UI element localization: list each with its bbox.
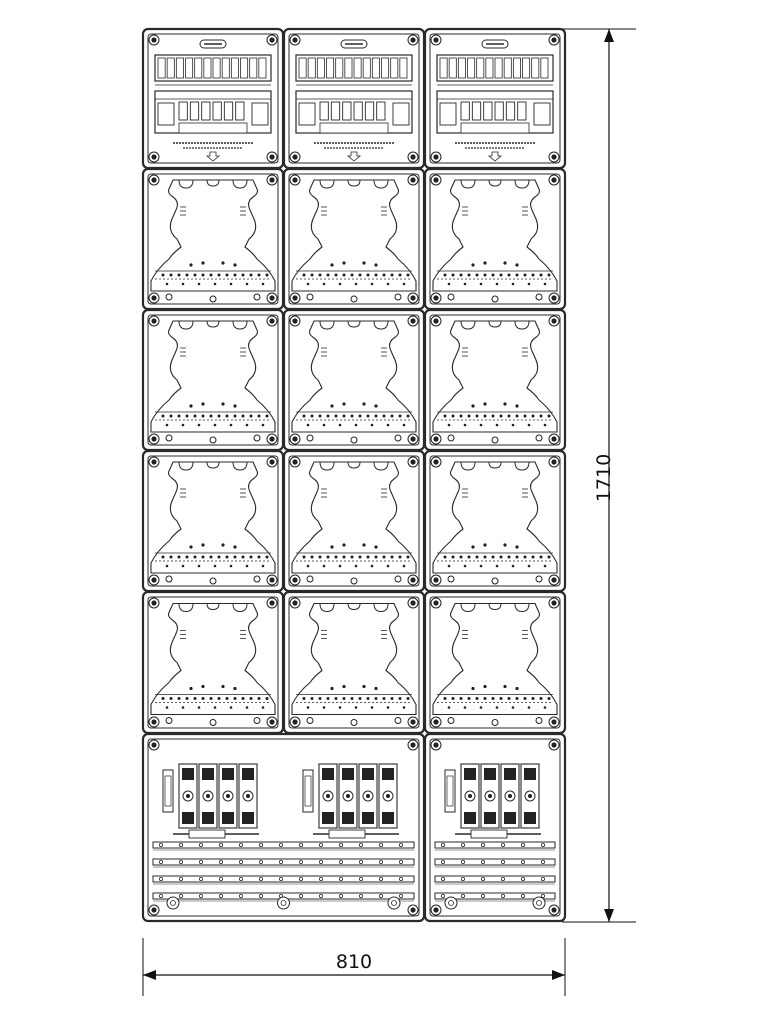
busbar: [153, 859, 414, 865]
screw-icon: [290, 575, 300, 585]
screw-icon: [149, 35, 159, 45]
screw-icon: [549, 316, 559, 326]
screw-icon: [267, 575, 277, 585]
breaker-pole: [523, 58, 530, 78]
breaker-pole: [495, 58, 502, 78]
screw-icon: [290, 598, 300, 608]
panel-outer-frame: [425, 592, 565, 733]
breaker-pole: [391, 58, 398, 78]
terminal-clamp: [322, 812, 334, 824]
busbar: [435, 876, 555, 882]
breaker-pole: [541, 58, 548, 78]
breaker-pole: [513, 58, 520, 78]
screw-icon: [431, 293, 441, 303]
breaker-pole: [176, 58, 183, 78]
screw-icon: [431, 905, 441, 915]
panel-outer-frame: [143, 169, 283, 309]
screw-icon: [431, 175, 441, 185]
panel-terminal-wide: [143, 734, 424, 921]
screw-icon: [408, 152, 418, 162]
breaker-pole: [241, 58, 248, 78]
busbar: [153, 876, 414, 882]
busbar: [435, 859, 555, 865]
panel-outer-frame: [143, 310, 283, 450]
screw-icon: [549, 598, 559, 608]
breaker-pole: [250, 58, 257, 78]
screw-icon: [549, 575, 559, 585]
screw-icon: [290, 457, 300, 467]
screw-icon: [549, 457, 559, 467]
screw-icon: [431, 598, 441, 608]
panel-meter: [143, 169, 283, 309]
arrow-up-icon: [604, 29, 614, 42]
breaker-pole: [449, 58, 456, 78]
panel-breaker: [143, 29, 283, 168]
screw-icon: [431, 740, 441, 750]
breaker-pole: [336, 58, 343, 78]
screw-icon: [431, 152, 441, 162]
panel-meter: [284, 451, 424, 591]
screw-icon: [408, 575, 418, 585]
screw-icon: [549, 434, 559, 444]
screw-icon: [290, 434, 300, 444]
cable-gland: [388, 897, 400, 909]
panel-meter: [143, 451, 283, 591]
panel-outer-frame: [284, 169, 424, 309]
cable-gland: [445, 897, 457, 909]
panel-outer-frame: [143, 592, 283, 733]
terminal-clamp: [342, 812, 354, 824]
breaker-pole: [504, 58, 511, 78]
arrow-down-icon: [604, 909, 614, 922]
panel-terminal: [425, 734, 565, 921]
breaker-pole: [259, 58, 266, 78]
screw-icon: [149, 457, 159, 467]
panel-outer-frame: [284, 592, 424, 733]
breaker-pole: [486, 58, 493, 78]
breaker-pole: [213, 58, 220, 78]
screw-icon: [431, 35, 441, 45]
panel-outer-frame: [284, 310, 424, 450]
terminal-clamp: [322, 768, 334, 780]
panel-outer-frame: [425, 451, 565, 591]
breaker-pole: [222, 58, 229, 78]
breaker-pole: [477, 58, 484, 78]
breaker-pole: [308, 58, 315, 78]
busbar: [153, 842, 414, 848]
terminal-clamp: [202, 768, 214, 780]
terminal-clamp: [484, 812, 496, 824]
cable-gland: [278, 897, 290, 909]
screw-icon: [149, 434, 159, 444]
breaker-pole: [458, 58, 465, 78]
screw-icon: [267, 152, 277, 162]
screw-icon: [290, 175, 300, 185]
screw-icon: [549, 175, 559, 185]
width-dimension-label: 810: [335, 951, 373, 973]
screw-icon: [149, 598, 159, 608]
terminal-clamp: [504, 768, 516, 780]
terminal-clamp: [182, 768, 194, 780]
screw-icon: [408, 905, 418, 915]
panel-meter: [143, 310, 283, 450]
height-dimension-label: 1710: [593, 453, 615, 503]
screw-icon: [267, 293, 277, 303]
screw-icon: [408, 717, 418, 727]
screw-icon: [267, 35, 277, 45]
breaker-pole: [372, 58, 379, 78]
terminal-clamp: [524, 768, 536, 780]
screw-icon: [431, 717, 441, 727]
breaker-pole: [158, 58, 165, 78]
screw-icon: [267, 598, 277, 608]
screw-icon: [149, 717, 159, 727]
screw-icon: [408, 457, 418, 467]
screw-icon: [549, 740, 559, 750]
breaker-pole: [167, 58, 174, 78]
arrow-left-icon: [143, 970, 156, 980]
screw-icon: [149, 575, 159, 585]
breaker-pole: [532, 58, 539, 78]
screw-icon: [549, 35, 559, 45]
panel-meter: [284, 592, 424, 733]
breaker-pole: [195, 58, 202, 78]
breaker-pole: [440, 58, 447, 78]
screw-icon: [408, 293, 418, 303]
panel-meter: [143, 592, 283, 733]
screw-icon: [267, 717, 277, 727]
panel-outer-frame: [425, 169, 565, 309]
terminal-clamp: [242, 812, 254, 824]
screw-icon: [290, 717, 300, 727]
cable-gland: [533, 897, 545, 909]
breaker-pole: [327, 58, 334, 78]
terminal-clamp: [382, 768, 394, 780]
screw-icon: [149, 740, 159, 750]
terminal-clamp: [464, 812, 476, 824]
screw-icon: [408, 740, 418, 750]
screw-icon: [549, 717, 559, 727]
breaker-pole: [363, 58, 370, 78]
screw-icon: [431, 316, 441, 326]
screw-icon: [267, 316, 277, 326]
terminal-clamp: [362, 812, 374, 824]
screw-icon: [549, 152, 559, 162]
screw-icon: [149, 293, 159, 303]
breaker-pole: [204, 58, 211, 78]
screw-icon: [549, 905, 559, 915]
panel-outer-frame: [425, 310, 565, 450]
terminal-clamp: [504, 812, 516, 824]
terminal-clamp: [222, 812, 234, 824]
panel-meter: [425, 451, 565, 591]
terminal-clamp: [524, 812, 536, 824]
panel-outer-frame: [143, 451, 283, 591]
screw-icon: [431, 457, 441, 467]
screw-icon: [408, 35, 418, 45]
screw-icon: [290, 316, 300, 326]
breaker-pole: [231, 58, 238, 78]
panel-meter: [425, 592, 565, 733]
screw-icon: [149, 905, 159, 915]
breaker-pole: [468, 58, 475, 78]
breaker-pole: [354, 58, 361, 78]
panel-breaker: [425, 29, 565, 168]
panel-meter: [425, 169, 565, 309]
screw-icon: [408, 175, 418, 185]
terminal-clamp: [182, 812, 194, 824]
screw-icon: [408, 316, 418, 326]
screw-icon: [431, 575, 441, 585]
screw-icon: [267, 434, 277, 444]
terminal-clamp: [464, 768, 476, 780]
screw-icon: [290, 293, 300, 303]
terminal-clamp: [382, 812, 394, 824]
panel-meter: [284, 310, 424, 450]
arrow-right-icon: [552, 970, 565, 980]
panel-breaker: [284, 29, 424, 168]
breaker-pole: [299, 58, 306, 78]
screw-icon: [267, 175, 277, 185]
terminal-clamp: [222, 768, 234, 780]
breaker-pole: [345, 58, 352, 78]
terminal-clamp: [342, 768, 354, 780]
screw-icon: [267, 457, 277, 467]
screw-icon: [431, 434, 441, 444]
screw-icon: [149, 152, 159, 162]
cable-gland: [167, 897, 179, 909]
panel-meter: [284, 169, 424, 309]
screw-icon: [149, 316, 159, 326]
screw-icon: [290, 152, 300, 162]
terminal-clamp: [242, 768, 254, 780]
screw-icon: [549, 293, 559, 303]
breaker-pole: [317, 58, 324, 78]
terminal-clamp: [202, 812, 214, 824]
breaker-pole: [382, 58, 389, 78]
terminal-clamp: [362, 768, 374, 780]
screw-icon: [149, 175, 159, 185]
breaker-pole: [186, 58, 193, 78]
breaker-pole: [400, 58, 407, 78]
screw-icon: [408, 434, 418, 444]
terminal-clamp: [484, 768, 496, 780]
screw-icon: [408, 598, 418, 608]
panel-meter: [425, 310, 565, 450]
busbar: [435, 842, 555, 848]
panel-outer-frame: [284, 451, 424, 591]
screw-icon: [290, 35, 300, 45]
